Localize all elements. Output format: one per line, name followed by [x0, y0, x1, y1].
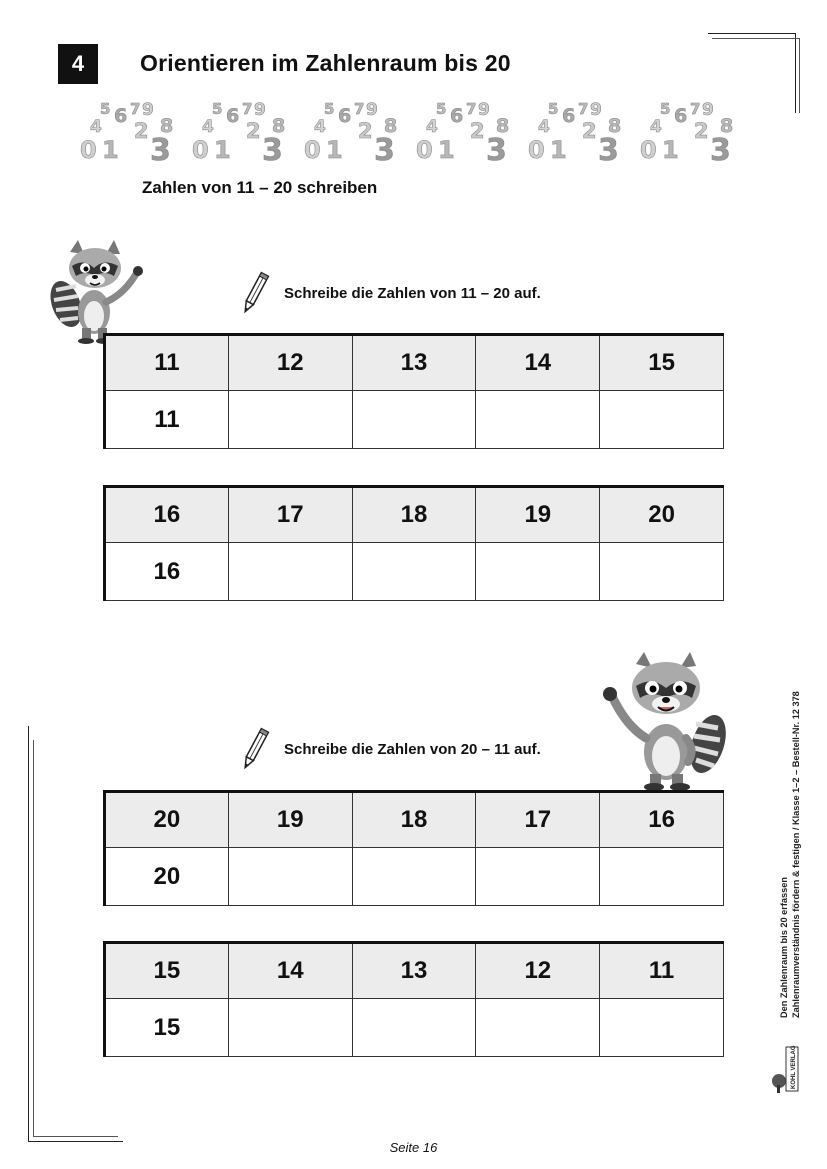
side-info-line-1: Den Zahlenraum bis 20 erfassen: [779, 877, 789, 1018]
svg-text:9: 9: [366, 100, 378, 120]
svg-text:1: 1: [102, 136, 119, 164]
head-cell: 14: [476, 335, 600, 391]
answer-cell[interactable]: [600, 543, 724, 601]
svg-text:4: 4: [426, 117, 438, 137]
svg-text:1: 1: [662, 136, 679, 164]
answer-cell[interactable]: [228, 391, 352, 449]
table-answer-row: [105, 391, 724, 449]
svg-text:4: 4: [538, 117, 550, 137]
corner-frame-bottom-left: [28, 726, 123, 1142]
raccoon-mascot: [48, 238, 146, 344]
svg-text:6: 6: [338, 105, 352, 127]
svg-text:3: 3: [486, 133, 507, 164]
number-table: [103, 941, 724, 1057]
svg-text:8: 8: [160, 115, 174, 137]
head-cell: 19: [476, 487, 600, 543]
head-cell: 13: [352, 943, 476, 999]
head-cell: 20: [105, 792, 229, 848]
svg-text:8: 8: [384, 115, 398, 137]
svg-text:1: 1: [326, 136, 343, 164]
digit-cluster-icon: [414, 98, 520, 164]
head-cell: 13: [352, 335, 476, 391]
table-answer-row: [105, 848, 724, 906]
head-cell: 12: [228, 335, 352, 391]
svg-text:8: 8: [608, 115, 622, 137]
answer-cell[interactable]: [600, 391, 724, 449]
instruction-2: [240, 726, 541, 772]
head-cell: 17: [228, 487, 352, 543]
svg-text:4: 4: [314, 117, 326, 137]
instruction-1: [240, 270, 541, 316]
answer-cell[interactable]: [476, 999, 600, 1057]
svg-text:3: 3: [262, 133, 283, 164]
instruction-text: Schreibe die Zahlen von 11 – 20 auf.: [284, 284, 541, 302]
head-cell: 19: [228, 792, 352, 848]
head-cell: 18: [352, 487, 476, 543]
answer-cell[interactable]: [600, 848, 724, 906]
svg-text:6: 6: [226, 105, 240, 127]
svg-text:2: 2: [582, 119, 597, 143]
example-answer-cell: 15: [105, 999, 229, 1057]
svg-text:3: 3: [710, 133, 731, 164]
head-cell: 16: [105, 487, 229, 543]
head-cell: 11: [105, 335, 229, 391]
section-heading: Zahlen von 11 – 20 schreiben: [142, 178, 378, 197]
svg-text:5: 5: [436, 100, 447, 118]
publisher-name: KOHL VERLAG: [791, 1045, 797, 1089]
svg-text:8: 8: [496, 115, 510, 137]
svg-text:0: 0: [528, 136, 545, 164]
answer-cell[interactable]: [352, 848, 476, 906]
answer-cell[interactable]: [476, 848, 600, 906]
page-title: Orientieren im Zahlenraum bis 20: [140, 50, 511, 76]
instruction-text: Schreibe die Zahlen von 20 – 11 auf.: [284, 740, 541, 758]
head-cell: 15: [105, 943, 229, 999]
answer-cell[interactable]: [476, 391, 600, 449]
example-answer-cell: 11: [105, 391, 229, 449]
exercise-number-badge: 4: [58, 44, 98, 84]
digit-cluster-icon: [78, 98, 184, 164]
svg-text:5: 5: [324, 100, 335, 118]
svg-text:2: 2: [134, 119, 149, 143]
svg-text:9: 9: [590, 100, 602, 120]
svg-text:2: 2: [246, 119, 261, 143]
svg-text:9: 9: [702, 100, 714, 120]
kohl-verlag-logo: [770, 1045, 802, 1095]
svg-text:3: 3: [598, 133, 619, 164]
svg-text:9: 9: [478, 100, 490, 120]
svg-text:9: 9: [142, 100, 154, 120]
pencil-icon: [240, 270, 270, 316]
svg-text:2: 2: [470, 119, 485, 143]
svg-text:9: 9: [254, 100, 266, 120]
digits-banner-decoration: [78, 98, 750, 164]
svg-text:7: 7: [130, 100, 141, 118]
example-answer-cell: 16: [105, 543, 229, 601]
svg-text:8: 8: [272, 115, 286, 137]
svg-text:3: 3: [150, 133, 171, 164]
svg-text:7: 7: [690, 100, 701, 118]
digit-cluster-icon: [638, 98, 744, 164]
svg-text:0: 0: [416, 136, 433, 164]
answer-cell[interactable]: [600, 999, 724, 1057]
head-cell: 17: [476, 792, 600, 848]
svg-text:7: 7: [466, 100, 477, 118]
head-cell: 15: [600, 335, 724, 391]
raccoon-mascot: [600, 652, 730, 792]
head-cell: 20: [600, 487, 724, 543]
answer-cell[interactable]: [228, 999, 352, 1057]
svg-text:5: 5: [548, 100, 559, 118]
head-cell: 16: [600, 792, 724, 848]
svg-text:6: 6: [450, 105, 464, 127]
svg-text:4: 4: [650, 117, 662, 137]
svg-text:2: 2: [694, 119, 709, 143]
answer-cell[interactable]: [352, 999, 476, 1057]
svg-text:5: 5: [212, 100, 223, 118]
svg-text:4: 4: [90, 117, 102, 137]
answer-cell[interactable]: [352, 543, 476, 601]
number-table: [103, 790, 724, 906]
table-head-row: [105, 335, 724, 391]
svg-text:1: 1: [550, 136, 567, 164]
side-publication-info: [778, 638, 802, 1018]
head-cell: 11: [600, 943, 724, 999]
pencil-icon: [240, 726, 270, 772]
svg-text:1: 1: [438, 136, 455, 164]
table-answer-row: [105, 543, 724, 601]
answer-cell[interactable]: [476, 543, 600, 601]
table-head-row: [105, 792, 724, 848]
svg-text:2: 2: [358, 119, 373, 143]
svg-text:1: 1: [214, 136, 231, 164]
svg-text:0: 0: [192, 136, 209, 164]
answer-cell[interactable]: [228, 848, 352, 906]
svg-text:7: 7: [242, 100, 253, 118]
svg-text:4: 4: [202, 117, 214, 137]
head-cell: 14: [228, 943, 352, 999]
table-head-row: [105, 487, 724, 543]
svg-text:5: 5: [100, 100, 111, 118]
svg-text:8: 8: [720, 115, 734, 137]
digit-cluster-icon: [302, 98, 408, 164]
svg-text:0: 0: [640, 136, 657, 164]
page-number: Seite 16: [389, 1140, 438, 1155]
svg-text:7: 7: [354, 100, 365, 118]
head-cell: 12: [476, 943, 600, 999]
digit-cluster-icon: [526, 98, 632, 164]
example-answer-cell: 20: [105, 848, 229, 906]
svg-text:6: 6: [674, 105, 688, 127]
svg-text:6: 6: [562, 105, 576, 127]
svg-text:7: 7: [578, 100, 589, 118]
svg-text:6: 6: [114, 105, 128, 127]
table-answer-row: [105, 999, 724, 1057]
answer-cell[interactable]: [228, 543, 352, 601]
svg-text:0: 0: [304, 136, 321, 164]
head-cell: 18: [352, 792, 476, 848]
svg-text:0: 0: [80, 136, 97, 164]
svg-text:5: 5: [660, 100, 671, 118]
answer-cell[interactable]: [352, 391, 476, 449]
side-info-line-2: Zahlenraumverständnis fördern & festigen / Klasse 1–2 – Bestell-Nr. 12 378: [791, 691, 801, 1018]
number-table: [103, 485, 724, 601]
number-table: [103, 333, 724, 449]
table-head-row: [105, 943, 724, 999]
digit-cluster-icon: [190, 98, 296, 164]
svg-text:3: 3: [374, 133, 395, 164]
